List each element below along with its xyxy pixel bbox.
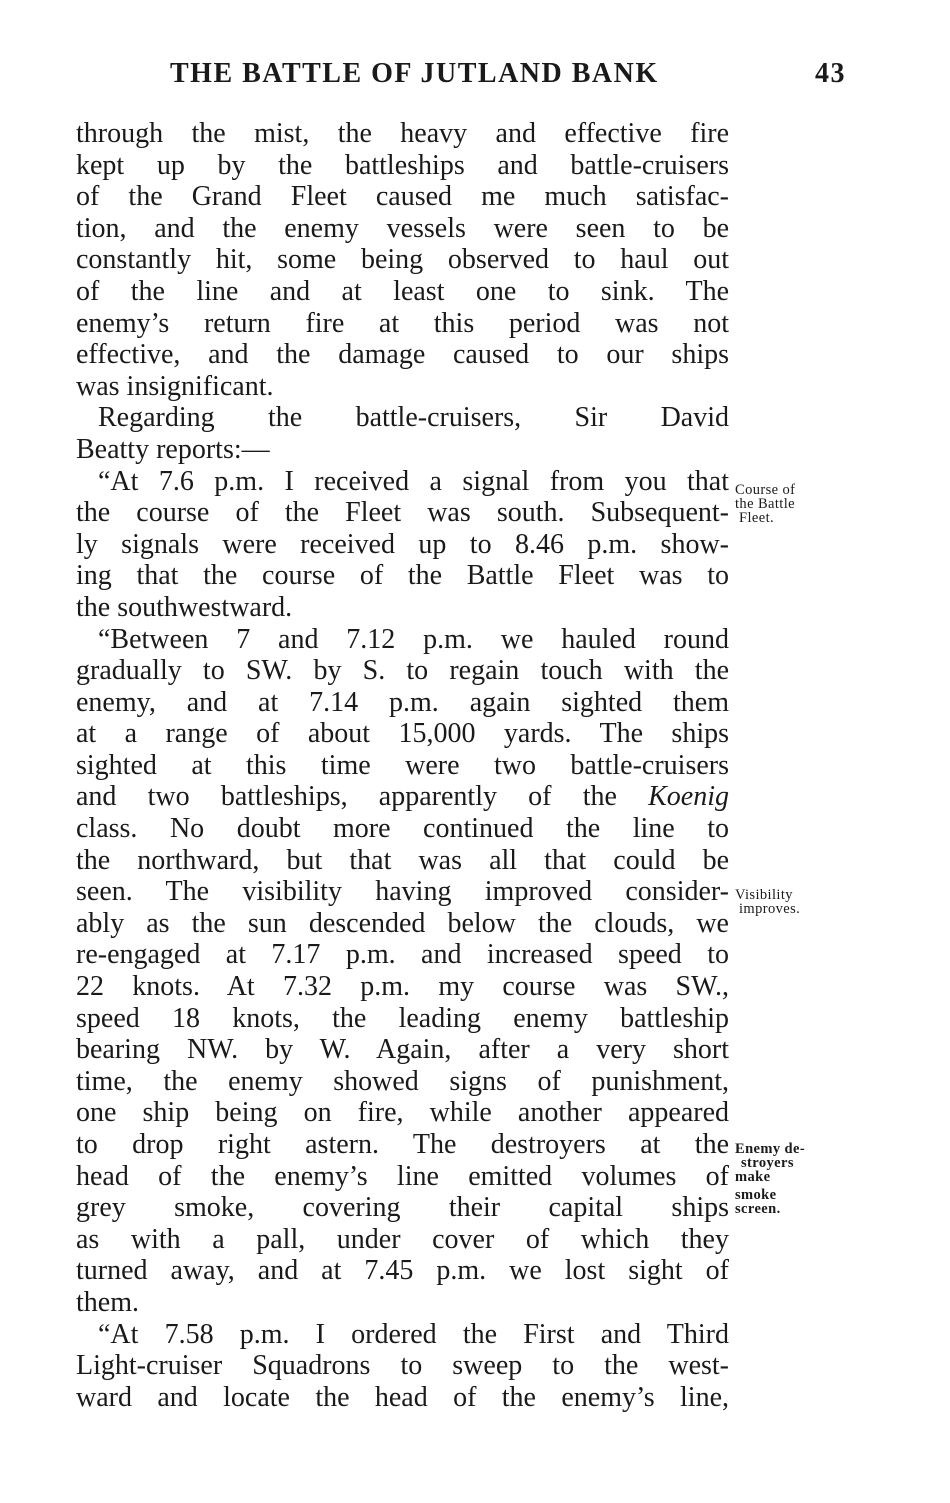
text-line: kept up by the battleships and battle-cruisers [76,149,729,181]
text-line: the southwestward. [76,591,293,623]
text-line: Regarding the battle-cruisers, Sir David [98,402,729,434]
text-line: “At 7.58 p.m. I ordered the First and Third [98,1318,729,1350]
running-title: THE BATTLE OF JUTLAND BANK [170,58,659,89]
sidenote-line: Enemy de- [735,1141,806,1157]
sidenote-line: improves. [739,901,801,917]
text-line: the course of the Fleet was south. Subsequent- [76,497,729,529]
text-line: speed 18 knots, the leading enemy battleship [76,1002,729,1034]
text-line: ably as the sun descended below the clouds, we [76,907,729,939]
italic-ship-class: Koenig [648,781,729,813]
sidenote-line: Visibility [735,887,793,903]
text-line: effective, and the damage caused to our ships [76,339,729,371]
page-number: 43 [815,58,846,89]
text-line: Light-cruiser Squadrons to sweep to the west- [76,1350,729,1382]
text-line: tion, and the enemy vessels were seen to be [76,212,729,244]
text-line: them. [76,1286,139,1318]
text-line: of the Grand Fleet caused me much satisfac- [76,181,729,213]
text-line [76,781,729,813]
text-line: gradually to SW. by S. to regain touch with the [76,655,729,687]
text-line: at a range of about 15,000 yards. The ships [76,718,729,750]
text-line: was insignificant. [76,370,274,402]
text-line: through the mist, the heavy and effective fire [76,118,729,149]
sidenote-line: stroyers [741,1155,794,1171]
text-line: one ship being on fire, while another appeared [76,1097,729,1129]
sidenote-line: Course of [735,482,796,498]
sidenote-line: smoke [735,1187,777,1203]
text-line: re-engaged at 7.17 p.m. and increased speed to [76,939,729,971]
running-head [170,58,850,98]
text-segment: and two battleships, apparently of the [76,781,617,813]
text-line: seen. The visibility having improved consider- [76,876,729,908]
text-line: “Between 7 and 7.12 p.m. we hauled round [98,623,729,655]
text-line: ly signals were received up to 8.46 p.m. show- [76,528,729,560]
text-line: head of the enemy’s line emitted volumes of [76,1160,729,1192]
text-line: of the line and at least one to sink. The [76,275,729,307]
sidenote-line: Fleet. [739,510,775,526]
text-line: constantly hit, some being observed to haul out [76,244,729,276]
text-line: 22 knots. At 7.32 p.m. my course was SW., [76,971,729,1003]
text-line: time, the enemy showed signs of punishment, [76,1065,729,1097]
sidenote-course-of-battle-fleet [735,483,850,525]
text-line: enemy, and at 7.14 p.m. again sighted them [76,686,729,718]
text-line: Beatty reports:— [76,433,270,465]
text-line: grey smoke, covering their capital ships [76,1192,729,1224]
text-line: bearing NW. by W. Again, after a very short [76,1034,729,1066]
sidenote-line: screen. [735,1201,781,1217]
sidenote-line: the Battle [735,496,795,512]
text-line: ing that the course of the Battle Fleet was to [76,560,729,592]
text-line: ward and locate the head of the enemy’s line, [76,1381,729,1413]
sidenote-line: make [735,1169,771,1185]
text-line: turned away, and at 7.45 p.m. we lost sight of [76,1255,729,1287]
text-line: to drop right astern. The destroyers at the [76,1129,729,1160]
text-line: sighted at this time were two battle-cruisers [76,749,729,781]
text-line: enemy’s return fire at this period was not [76,307,729,339]
text-line: “At 7.6 p.m. I received a signal from you that [98,465,729,497]
text-line: the northward, but that was all that could be [76,844,729,876]
sidenote-enemy-smoke-screen [735,1142,850,1216]
body-text [76,118,729,1413]
text-line: as with a pall, under cover of which they [76,1223,729,1255]
text-line: class. No doubt more continued the line to [76,813,729,845]
sidenote-visibility-improves [735,888,850,916]
